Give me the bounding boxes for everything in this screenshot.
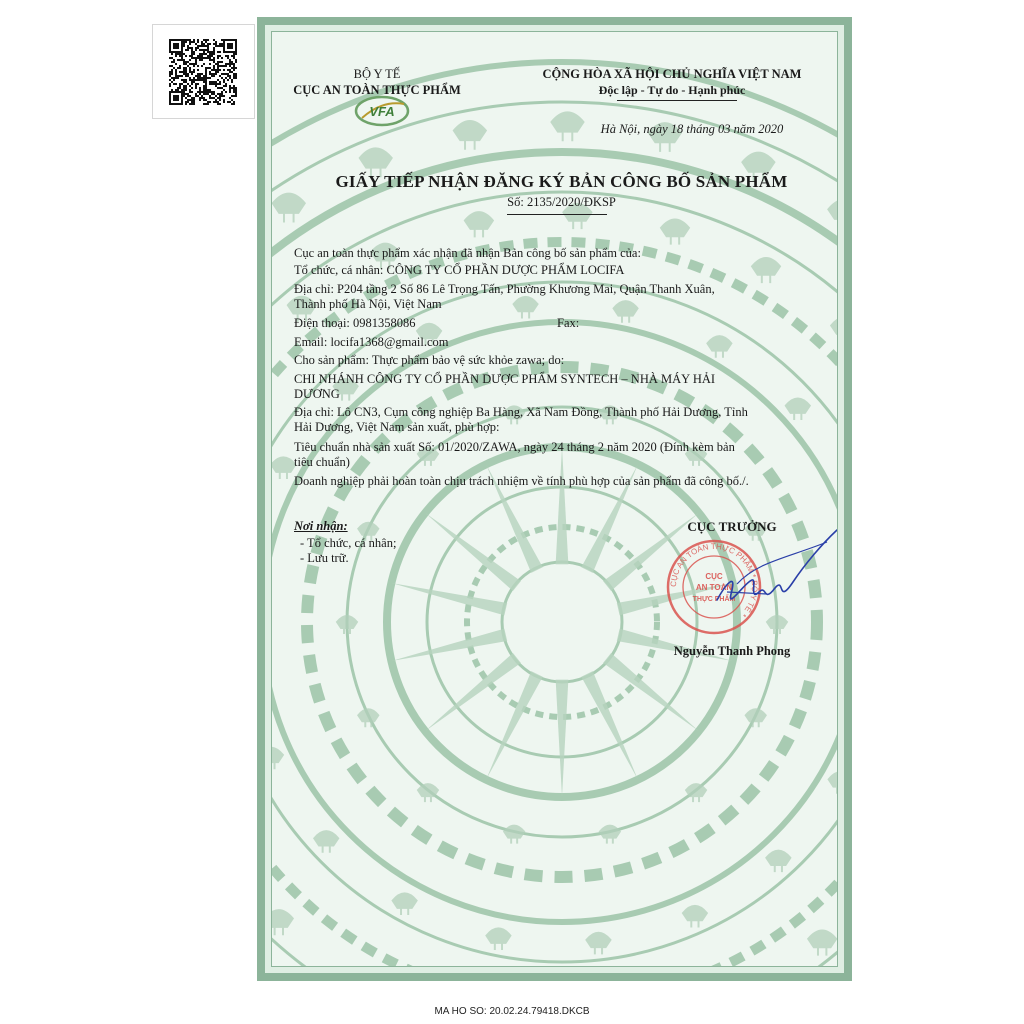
recipient-item: - Tổ chức, cá nhân; [300,536,397,550]
vfa-logo-icon [352,94,412,128]
phone-line: Điện thoại: 0981358086 [294,316,416,330]
organization-line: Tổ chức, cá nhân: CÔNG TY CỔ PHẦN DƯỢC PHẨM LOCIFA [294,263,625,277]
recipients-title: Nơi nhận: [294,519,348,533]
agency-name: CỤC AN TOÀN THỰC PHẨM [293,83,461,97]
stamp-ring-text: CỤC AN TOÀN THỰC PHẨM * BỘ Y TẾ * [668,541,760,619]
standard-line-1: Tiêu chuẩn nhà sản xuất Số: 01/2020/ZAWA, ngày 24 tháng 2 năm 2020 (Đính kèm bản [294,440,735,454]
manufacturer-line-1: CHI NHÁNH CÔNG TY CỔ PHẦN DƯỢC PHẨM SYNTECH – NHÀ MÁY HẢI [294,372,716,386]
manufacturer-line-2: DƯƠNG [294,387,340,401]
address-line-2: Thành phố Hà Nội, Việt Nam [294,297,442,311]
issue-date: Hà Nội, ngày 18 tháng 03 năm 2020 [600,122,784,136]
certificate-frame [257,17,852,981]
stamp-center-text: CỤC [705,572,723,581]
signer-name: Nguyễn Thanh Phong [673,644,791,658]
standard-line-2: tiêu chuẩn) [294,455,350,469]
recipient-item: - Lưu trữ. [300,551,349,565]
address-line-1: Địa chỉ: P204 tầng 2 Số 86 Lê Trọng Tấn, Phường Khương Mai, Quận Thanh Xuân, [294,282,715,296]
certificate-body [271,31,838,967]
qr-code-icon [169,39,237,105]
vfa-logo-text: VFA [369,104,395,119]
file-code: MA HO SO: 20.02.24.79418.DKCB [434,1006,590,1017]
document-title: GIẤY TIẾP NHẬN ĐĂNG KÝ BẢN CÔNG BỐ SẢN PHẨM [335,172,788,191]
signer-role: CỤC TRƯỞNG [687,519,777,534]
responsibility-line: Doanh nghiệp phải hoàn toàn chịu trách nhiệm về tính phù hợp của sản phẩm đã công bố./. [294,474,749,488]
national-motto: Độc lập - Tự do - Hạnh phúc [598,83,746,97]
handwritten-signature-icon [697,522,838,622]
email-line: Email: locifa1368@gmail.com [294,335,449,349]
qr-code-box [152,24,255,119]
fax-line: Fax: [557,316,580,330]
motto-underline [617,100,737,101]
country-name: CỘNG HÒA XÃ HỘI CHỦ NGHĨA VIỆT NAM [542,67,802,81]
ministry-name: BỘ Y TẾ [353,67,401,81]
intro-line: Cục an toàn thực phẩm xác nhận đã nhận Bản công bố sản phẩm của: [294,246,641,260]
document-number: Số: 2135/2020/ĐKSP [507,195,616,209]
title-underline [507,214,607,215]
manufacturer-address-1: Địa chỉ: Lô CN3, Cụm công nghiệp Ba Hàng, Xã Nam Đồng, Thành phố Hải Dương, Tỉnh [294,405,748,419]
stamp-center-text: AN TOÀN [695,583,733,592]
manufacturer-address-2: Hải Dương, Việt Nam sản xuất, phù hợp: [294,420,500,434]
national-header [492,66,838,98]
product-line: Cho sản phẩm: Thực phẩm bảo vệ sức khỏe zawa; do: [294,353,565,367]
stamp-center-text: THỰC PHẨM [692,596,736,603]
